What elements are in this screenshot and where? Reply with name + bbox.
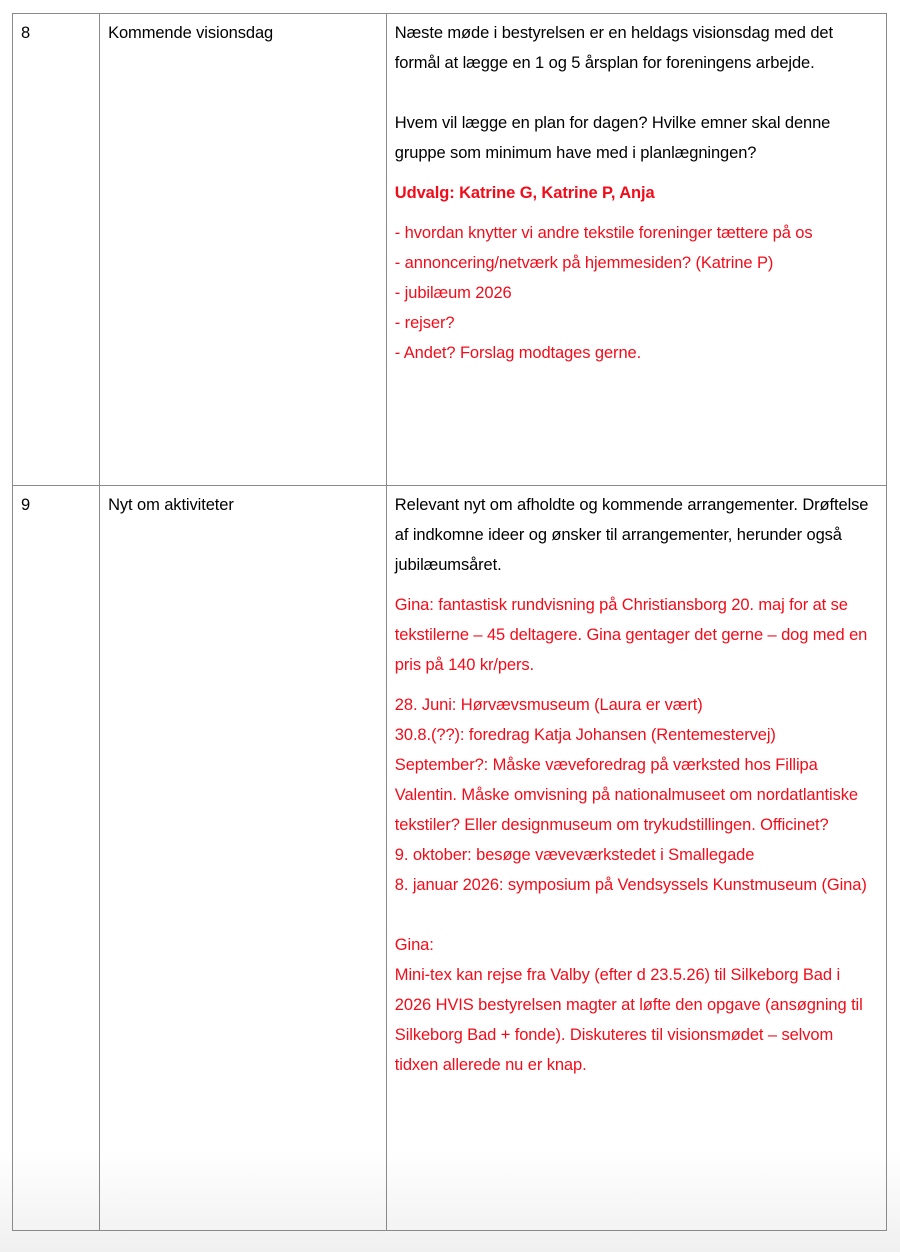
agenda-row-9 [13,486,887,1231]
event-item: September?: Måske væveforedrag på værksted hos Fillipa Valentin. Måske omvisning på nationalmuseet om nordatlantiske tekstiler? Eller designmuseum om trykudstillingen. Officinet? [394,756,858,834]
item-title: Nyt om aktiviteter [108,496,234,514]
topic-item: - jubilæum 2026 [394,284,512,302]
item-number: 8 [21,24,31,42]
event-list [395,690,878,900]
item-description-cell [386,14,886,486]
topic-list [395,218,878,368]
gina-label: Gina: [394,936,434,954]
event-item: 28. Juni: Hørvævsmuseum (Laura er vært) [394,696,703,714]
topic-item: - annoncering/netværk på hjemmesiden? (Katrine P) [394,254,774,272]
gina-proposal-block [395,930,878,1080]
item-number-cell [13,486,100,1231]
event-item: 8. januar 2026: symposium på Vendsyssels Kunstmuseum (Gina) [394,876,867,894]
gina-note: Gina: fantastisk rundvisning på Christiansborg 20. maj for at se tekstilerne – 45 deltagere. Gina gentager det gerne – dog med en pris på 140 kr/pers. [394,596,868,674]
item-title-cell [100,486,387,1231]
item-number-cell [13,14,100,486]
agenda-table [12,13,887,1231]
topic-item: - hvordan knytter vi andre tekstile foreninger tættere på os [394,224,813,242]
activities-intro: Relevant nyt om afholdte og kommende arrangementer. Drøftelse af indkomne ideer og ønsker til arrangementer, herunder også jubilæumsåret. [394,496,869,574]
gina-proposal: Mini-tex kan rejse fra Valby (efter d 23.5.26) til Silkeborg Bad i 2026 HVIS bestyrelsen magter at løfte den opgave (ansøgning til Silkeborg Bad + fonde). Diskuteres til visionsmødet – selvom tidxen allerede nu er knap. [394,966,863,1074]
visionsdag-intro: Næste møde i bestyrelsen er en heldags visionsdag med det formål at lægge en 1 og 5 årsplan for foreningens arbejde. [394,24,833,72]
item-description-cell [386,486,886,1231]
item-title-cell [100,14,387,486]
topic-item: - Andet? Forslag modtages gerne. [394,344,642,362]
event-item: 9. oktober: besøge væveværkstedet i Smallegade [394,846,755,864]
visionsdag-question: Hvem vil lægge en plan for dagen? Hvilke emner skal denne gruppe som minimum have med i planlægningen? [394,114,831,162]
item-number: 9 [21,496,31,514]
blank-line [395,900,878,930]
committee-members: Udvalg: Katrine G, Katrine P, Anja [394,184,655,202]
item-title: Kommende visionsdag [108,24,274,42]
event-item: 30.8.(??): foredrag Katja Johansen (Rentemestervej) [394,726,776,744]
topic-item: - rejser? [394,314,455,332]
agenda-row-8 [13,14,887,486]
